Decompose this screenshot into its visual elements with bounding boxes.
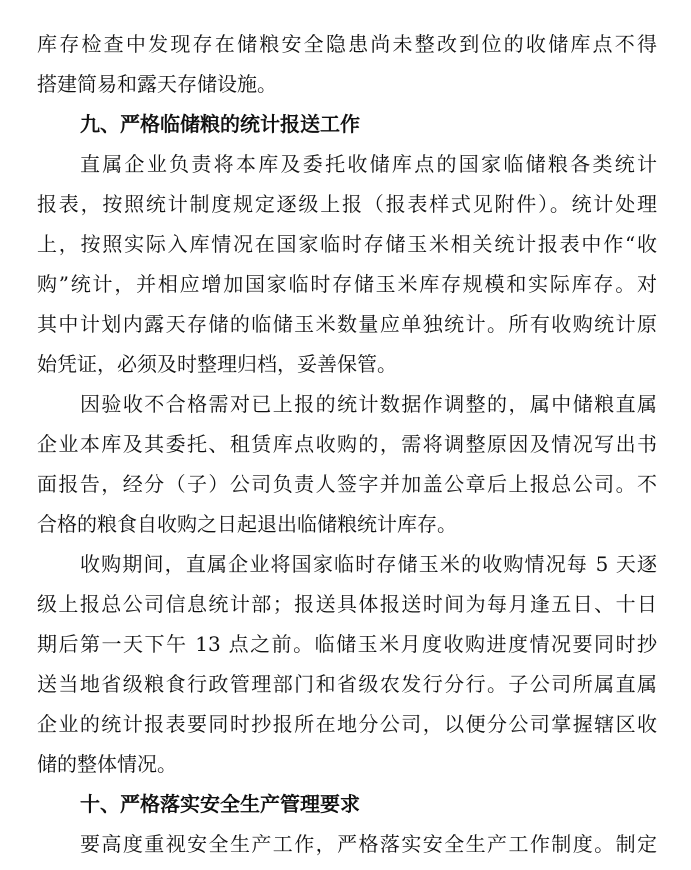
- paragraph-line-8: 其中计划内露天存储的临储玉米数量应单独统计。所有收购统计原: [37, 312, 657, 336]
- paragraph-line-11: 企业本库及其委托、租赁库点收购的，需将调整原因及情况写出书: [37, 432, 657, 456]
- section-heading-10: 十、严格落实安全生产管理要求: [80, 792, 360, 816]
- paragraph-line-12: 面报告，经分（子）公司负责人签字并加盖公章后上报总公司。不: [37, 472, 657, 496]
- paragraph-line-18: 企业的统计报表要同时抄报所在地分公司，以便分公司掌握辖区收: [37, 712, 657, 736]
- paragraph-line-9: 始凭证，必须及时整理归档，妥善保管。: [37, 352, 397, 376]
- paragraph-line-16: 期后第一天下午 13 点之前。临储玉米月度收购进度情况要同时抄: [37, 632, 657, 656]
- paragraph-line-4: 直属企业负责将本库及委托收储库点的国家临储粮各类统计: [80, 152, 657, 176]
- paragraph-line-10: 因验收不合格需对已上报的统计数据作调整的，属中储粮直属: [80, 392, 657, 416]
- paragraph-line-14: 收购期间，直属企业将国家临时存储玉米的收购情况每 5 天逐: [80, 552, 657, 576]
- paragraph-line-6: 上，按照实际入库情况在国家临时存储玉米相关统计报表中作“收: [37, 232, 657, 256]
- paragraph-line-19: 储的整体情况。: [37, 752, 177, 776]
- paragraph-line-17: 送当地省级粮食行政管理部门和省级农发行分行。子公司所属直属: [37, 672, 657, 696]
- paragraph-line-1: 库存检查中发现存在储粮安全隐患尚未整改到位的收储库点不得: [37, 32, 657, 56]
- section-heading-9: 九、严格临储粮的统计报送工作: [80, 112, 360, 136]
- paragraph-line-15: 级上报总公司信息统计部；报送具体报送时间为每月逢五日、十日: [37, 592, 657, 616]
- paragraph-line-21: 要高度重视安全生产工作，严格落实安全生产工作制度。制定: [80, 832, 657, 856]
- paragraph-line-7: 购”统计，并相应增加国家临时存储玉米库存规模和实际库存。对: [37, 272, 657, 296]
- paragraph-line-5: 报表，按照统计制度规定逐级上报（报表样式见附件）。统计处理: [37, 192, 657, 216]
- paragraph-line-2: 搭建简易和露天存储设施。: [37, 72, 277, 96]
- paragraph-line-13: 合格的粮食自收购之日起退出临储粮统计库存。: [37, 512, 457, 536]
